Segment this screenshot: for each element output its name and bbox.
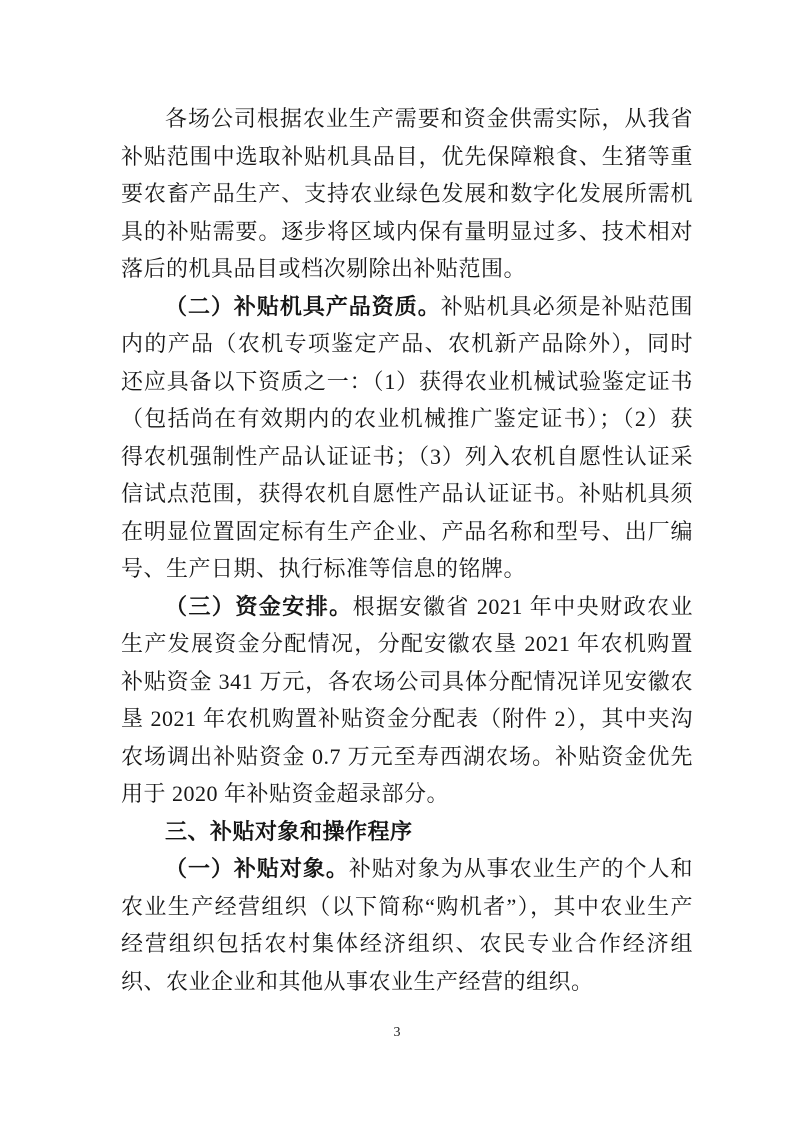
paragraph-text: 补贴对象为从事农业生产的个人和农业生产经营组织（以下简称“购机者”），其中农业生产经营组织包括农村集体经济组织、农民专业合作经济组织、农业企业和其他从事农业生产经营的组织。 <box>121 856 693 994</box>
paragraph-bold-lead: （三）资金安排。 <box>165 593 353 619</box>
paragraph-subsidy-selection <box>121 100 693 288</box>
paragraph-text: 补贴机具必须是补贴范围内的产品（农机专项鉴定产品、农机新产品除外），同时还应具备以下资质之一：（1）获得农业机械试验鉴定证书（包括尚在有效期内的农业机械推广鉴定证书）；（2）获得农机强制性产品认证证书；（3）列入农机自愿性认证采信试点范围，获得农机自愿性产品认证证书。补贴机具须在明显位置固定标有生产企业、产品名称和型号、出厂编号、生产日期、执行标准等信息的铭牌。 <box>121 293 693 581</box>
document-body <box>121 100 693 1000</box>
paragraph-bold-lead: （一）补贴对象。 <box>165 856 349 881</box>
paragraph-machine-qualification <box>121 288 693 588</box>
paragraph-subsidy-targets <box>121 850 693 1000</box>
paragraph-bold-lead: （二）补贴机具产品资质。 <box>165 293 441 319</box>
paragraph-text: 根据安徽省 2021 年中央财政农业生产发展资金分配情况，分配安徽农垦 2021 年农机购置补贴资金 341 万元，各农场公司具体分配情况详见安徽农垦 2021 年农机购置补贴资金分配表（附件 2），其中夹沟农场调出补贴资金 0.7 万元至寿西湖农场。补贴资金优先用于 2020 年补贴资金超录部分。 <box>121 593 693 806</box>
paragraph-text: 各场公司根据农业生产需要和资金供需实际，从我省补贴范围中选取补贴机具品目，优先保障粮食、生猪等重要农畜产品生产、支持农业绿色发展和数字化发展所需机具的补贴需要。逐步将区域内保有量明显过多、技术相对落后的机具品目或档次剔除出补贴范围。 <box>121 106 693 281</box>
section-heading: 三、补贴对象和操作程序 <box>165 818 413 844</box>
page-number: 3 <box>393 1025 401 1040</box>
paragraph-fund-arrangement <box>121 588 693 813</box>
